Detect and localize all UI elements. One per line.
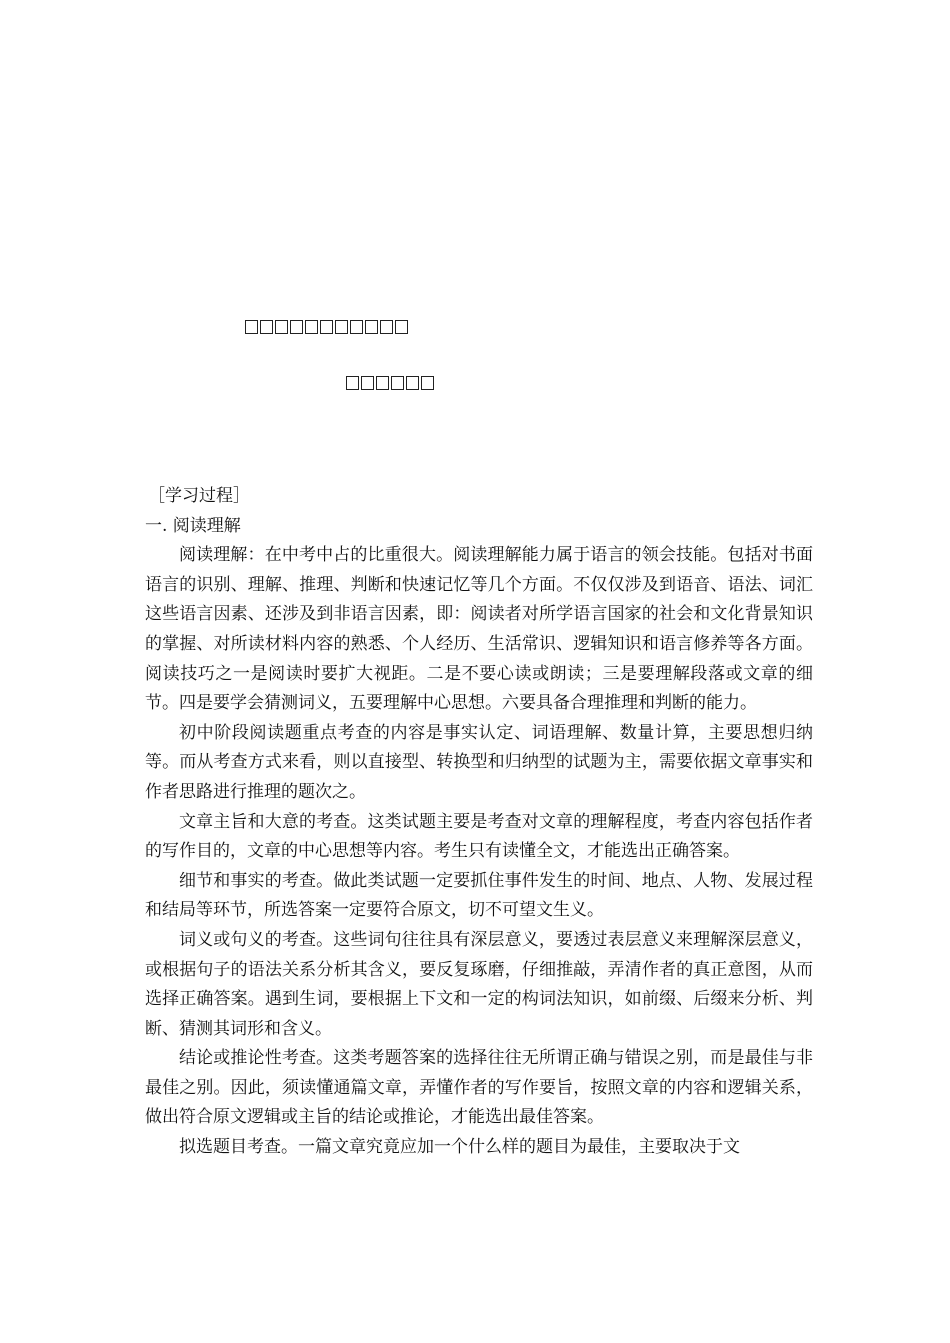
paragraph-details-facts: 细节和事实的考查。做此类试题一定要抓住事件发生的时间、地点、人物、发展过程和结局等环节，所选答案一定要符合原文，切不可望文生义。 xyxy=(145,870,813,921)
missing-glyph-box xyxy=(376,376,389,390)
missing-glyph-box xyxy=(380,320,393,334)
section-label: ［学习过程］ xyxy=(148,486,250,506)
missing-glyph-box xyxy=(275,320,288,334)
paragraph-word-meaning: 词义或句义的考查。这些词句往往具有深层意义，要透过表层意义来理解深层意义，或根据句子的语法关系分析其含义，要反复琢磨，仔细推敲，弄清作者的真正意图，从而选择正确答案。遇到生词，要根据上下文和一定的构词法知识，如前缀、后缀来分析、判断、猜测其词形和含义。 xyxy=(145,929,813,1039)
missing-glyph-box xyxy=(305,320,318,334)
missing-glyph-box xyxy=(346,376,359,390)
missing-glyph-box xyxy=(391,376,404,390)
paragraph-exam-content: 初中阶段阅读题重点考查的内容是事实认定、词语理解、数量计算，主要思想归纳等。而从考查方式来看，则以直接型、转换型和归纳型的试题为主，需要依据文章事实和作者思路进行推理的题次之。 xyxy=(145,722,813,802)
missing-glyph-box xyxy=(395,320,408,334)
missing-glyph-box xyxy=(350,320,363,334)
missing-glyph-box xyxy=(365,320,378,334)
missing-glyph-box xyxy=(361,376,374,390)
missing-glyph-box xyxy=(335,320,348,334)
document-title-unrendered xyxy=(245,316,410,336)
missing-glyph-box xyxy=(421,376,434,390)
missing-glyph-box xyxy=(406,376,419,390)
section-heading: 一. 阅读理解 xyxy=(145,515,241,536)
missing-glyph-box xyxy=(320,320,333,334)
missing-glyph-box xyxy=(245,320,258,334)
missing-glyph-box xyxy=(260,320,273,334)
document-subtitle-unrendered xyxy=(346,372,436,392)
paragraph-main-idea: 文章主旨和大意的考查。这类试题主要是考查对文章的理解程度，考查内容包括作者的写作目的，文章的中心思想等内容。考生只有读懂全文，才能选出正确答案。 xyxy=(145,811,813,862)
paragraph-title-selection: 拟选题目考查。一篇文章究竟应加一个什么样的题目为最佳，主要取决于文 xyxy=(179,1137,740,1158)
paragraph-inference: 结论或推论性考查。这类考题答案的选择往往无所谓正确与错误之别，而是最佳与非最佳之别。因此，须读懂通篇文章，弄懂作者的写作要旨，按照文章的内容和逻辑关系，做出符合原文逻辑或主旨的结论或推论，才能选出最佳答案。 xyxy=(145,1048,813,1128)
paragraph-reading-comprehension: 阅读理解：在中考中占的比重很大。阅读理解能力属于语言的领会技能。包括对书面语言的识别、理解、推理、判断和快速记忆等几个方面。不仅仅涉及到语音、语法、词汇这些语言因素、还涉及到非语言因素，即：阅读者对所学语言国家的社会和文化背景知识的掌握、对所读材料内容的熟悉、个人经历、生活常识、逻辑知识和语言修养等各方面。阅读技巧之一是阅读时要扩大视距。二是不要心读或朗读；三是要理解段落或文章的细节。四是要学会猜测词义，五要理解中心思想。六要具备合理推理和判断的能力。 xyxy=(145,545,813,714)
missing-glyph-box xyxy=(290,320,303,334)
document-body xyxy=(145,482,813,1163)
